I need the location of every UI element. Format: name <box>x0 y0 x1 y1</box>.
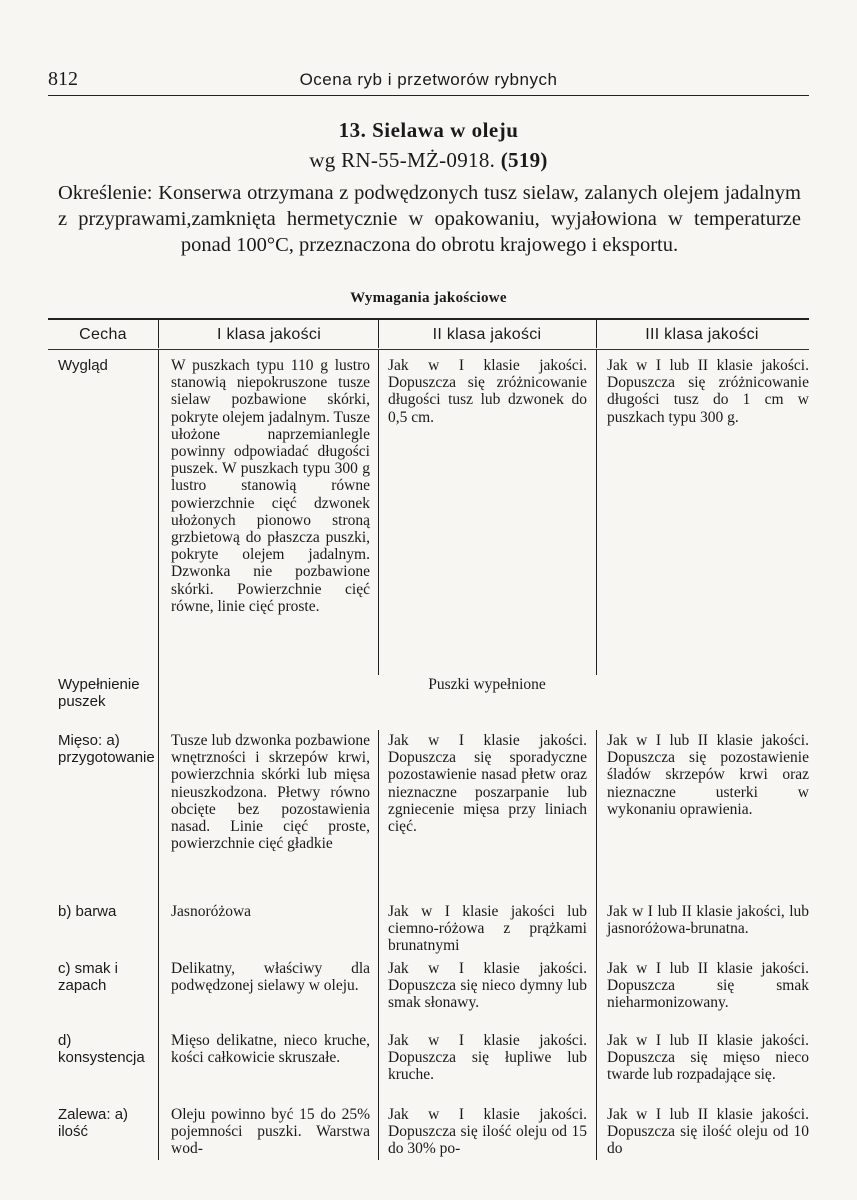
smak-class-1: Delikatny, właściwy dla podwędzonej sielawy w oleju. <box>171 960 370 995</box>
column-divider <box>378 730 379 1160</box>
mieso-przygotowanie-class-1: Tusze lub dzwonka pozbawione wnętrzności i skrzepów krwi, powierzchnia skórki lub mięsa nieuszkodzona. Płetwy równo obcięte bez pozostawienia nasad. Linie cięć proste, powierzchnie cięć gładkie <box>171 732 370 853</box>
column-divider <box>378 320 379 348</box>
column-divider <box>596 730 597 1160</box>
column-header-class-2: II klasa jakości <box>432 326 542 343</box>
feature-mieso-przygotowanie: Mięso: a) przygotowanie <box>58 732 155 767</box>
table-top-rule <box>48 318 809 320</box>
page-number: 812 <box>48 68 78 90</box>
column-header-class-1: I klasa jakości <box>216 326 322 343</box>
barwa-class-3: Jak w I lub II klasie jakości, lub jasnoróżowa-brunatna. <box>607 903 809 938</box>
column-divider <box>596 350 597 675</box>
feature-smak-zapach: c) smak i zapach <box>58 960 118 995</box>
feature-konsystencja: d) konsystencja <box>58 1032 145 1067</box>
feature-zalewa-ilosc: Zalewa: a) ilość <box>58 1106 129 1141</box>
smak-class-2: Jak w I klasie jakości. Dopuszcza się nieco dymny lub smak słonawy. <box>388 960 587 1012</box>
column-divider <box>158 675 159 730</box>
mieso-przygotowanie-class-2: Jak w I klasie jakości. Dopuszcza się sporadyczne pozostawienie nasad płetw oraz nieznaczne poszarpanie lub zgniecenie mięsa przy liniach cięć. <box>388 732 587 836</box>
feature-barwa: b) barwa <box>58 903 117 920</box>
column-divider <box>158 730 159 1160</box>
wypelnienie-all-classes: Puszki wypełnione <box>428 676 546 693</box>
zalewa-class-1: Oleju powinno być 15 do 25% pojemności puszki. Warstwa wod- <box>171 1106 370 1158</box>
feature-wypelnienie: Wypełnienie puszek <box>58 676 140 711</box>
standard-ref: (519) <box>500 148 548 172</box>
konsystencja-class-3: Jak w I lub II klasie jakości. Dopuszcza się mięso nieco twarde lub rozpadające się. <box>607 1032 809 1084</box>
zalewa-class-2: Jak w I klasie jakości. Dopuszcza się ilość oleju od 15 do 30% po- <box>388 1106 587 1158</box>
wyglad-class-1: W puszkach typu 110 g lustro stanowią niepokruszone tusze sielaw pozbawione skórki, pokryte olejem jadalnym. Tusze ułożone naprzemianlegle powinny odpowiadać długości puszek. W puszkach typu 300 g lustro stanowią równe powierzchnie cięć dzwonek ułożonych pionowo stroną grzbietową do płaszcza puszki, pokryte olejem jadalnym. Dzwonka nie pozbawione skórki. Powierzchnie cięć równe, linie cięć proste. <box>171 357 370 615</box>
mieso-przygotowanie-class-3: Jak w I lub II klasie jakości. Dopuszcza się pozostawienie śladów skrzepów krwi oraz nieznaczne usterki w wykonaniu oprawienia. <box>607 732 809 818</box>
feature-wyglad: Wygląd <box>58 357 108 374</box>
column-header-feature: Cecha <box>79 326 127 343</box>
smak-class-3: Jak w I lub II klasie jakości. Dopuszcza się smak nieharmonizowany. <box>607 960 809 1012</box>
wyglad-class-3: Jak w I lub II klasie jakości. Dopuszcza się zróżnicowanie długości tusz do 1 cm w puszkach typu 300 g. <box>607 357 809 426</box>
wyglad-class-2: Jak w I klasie jakości. Dopuszcza się zróżnicowanie długości tusz lub dzwonek do 0,5 cm. <box>388 357 587 426</box>
konsystencja-class-2: Jak w I klasie jakości. Dopuszcza się łupliwe lub kruche. <box>388 1032 587 1084</box>
barwa-class-2: Jak w I klasie jakości lub ciemno-różowa z prążkami brunatnymi <box>388 903 587 955</box>
section-title: 13. Sielawa w oleju <box>338 118 519 142</box>
zalewa-class-3: Jak w I lub II klasie jakości. Dopuszcza się ilość oleju od 10 do <box>607 1106 809 1158</box>
konsystencja-class-1: Mięso delikatne, nieco kruche, kości całkowicie skruszałe. <box>171 1032 370 1067</box>
page-header <box>48 68 809 94</box>
standard-code: wg RN-55-MŻ-0918. <box>309 148 496 172</box>
column-divider <box>596 320 597 348</box>
column-divider <box>378 350 379 675</box>
table-header-rule <box>48 349 809 350</box>
section-definition: Określenie: Konserwa otrzymana z podwędzonych tusz sielaw, zalanych olejem jadalnym z przyprawami,zamknięta hermetycznie w opakowaniu, wyjałowiona w temperaturze ponad 100°C, przeznaczona do obrotu krajowego i eksportu. <box>58 182 801 256</box>
header-rule <box>48 95 809 96</box>
table-heading: Wymagania jakościowe <box>350 290 507 306</box>
section-standard <box>0 148 857 173</box>
column-divider <box>158 320 159 348</box>
barwa-class-1: Jasnoróżowa <box>171 903 252 920</box>
column-divider <box>158 350 159 675</box>
running-title: Ocena ryb i przetworów rybnych <box>299 70 558 89</box>
column-header-class-3: III klasa jakości <box>645 326 759 343</box>
